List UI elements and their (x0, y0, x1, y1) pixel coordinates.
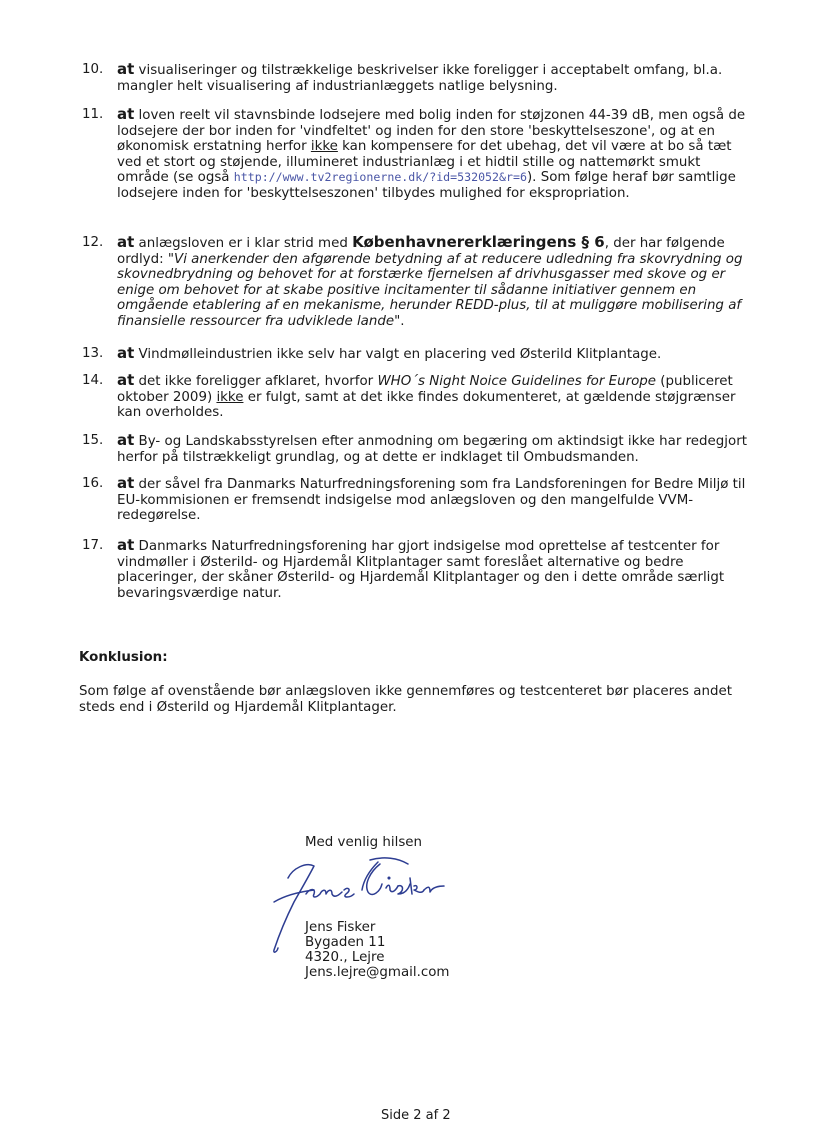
list-item-16 (82, 476, 750, 524)
underlined-word: ikke (216, 389, 244, 405)
item-number: 14. (82, 373, 104, 388)
item-body: det ikke foreligger afklaret, hvorfor (134, 374, 378, 389)
item-text (117, 433, 750, 465)
item-body: Danmarks Naturfredningsforening har gjort indsigelse mod oprettelse af testcenter for vindmøller i Østerild- og Hjardemål Klitplantager samt foreslået alternative og bedre placeringer, der skåner Østerild- og Hjardemål Klitplantager og den i dette område særligt bevaringsværdige natur. (117, 539, 725, 601)
item-number: 16. (82, 476, 104, 491)
sender-street: Bygaden 11 (305, 935, 386, 950)
sender-name: Jens Fisker (305, 920, 376, 935)
item-text (117, 538, 750, 601)
item-number: 10. (82, 62, 104, 77)
item-text (117, 107, 750, 202)
item-body: der såvel fra Danmarks Naturfredningsforening som fra Landsforeningen for Bedre Miljø til EU-kommisionen er fremsendt indsigelse mod anlægsloven og den mangelfulde VVM-redegørelse. (117, 477, 746, 524)
guideline-title: WHO´s Night Noice Guidelines for Europe (377, 374, 657, 389)
declaration-reference: Københavnererklæringens § 6 (352, 233, 605, 251)
sender-address (305, 920, 449, 980)
underlined-word: ikke (310, 139, 338, 155)
item-keyword: at (117, 536, 135, 554)
sender-email[interactable]: Jens.lejre@gmail.com (305, 965, 450, 980)
item-text (117, 62, 750, 94)
list-item-12 (82, 235, 750, 330)
item-body: kan kompensere for det ubehag, det vil være at bo så tæt ved et stort og støjende, illumineret industrianlæg i et hidtil stille og nattemørkt smukt område (se også (117, 139, 732, 186)
item-keyword: at (117, 431, 135, 449)
list-item-14 (82, 373, 750, 421)
item-body: , der har følgende ordlyd: (117, 236, 725, 267)
reference-link[interactable]: http://www.tv2regionerne.dk/?id=532052&r=6 (233, 170, 527, 185)
item-number: 11. (82, 107, 104, 122)
list-item-17 (82, 538, 750, 601)
item-body: er fulgt, samt at det ikke findes dokumenteret, at gældende støjgrænser kan overholdes. (117, 389, 736, 421)
item-body: anlægsloven er i klar strid med (134, 236, 353, 251)
item-body: By- og Landskabsstyrelsen efter anmodning om begæring om aktindsigt ikke har redegjort herfor på tilstrækkeligt grundlag, og at dette er indklaget til Ombudsmanden. (117, 434, 747, 465)
item-number: 17. (82, 538, 104, 553)
sender-city: 4320., Lejre (305, 950, 385, 965)
item-body: loven reelt vil stavnsbinde lodsejere med bolig inden for støjzonen 44-39 dB, men også de lodsejere der bor inden for 'vindfeltet' og inden for den store 'beskyttelseszone', og at en økonomisk erstatning herfor (117, 108, 746, 155)
item-keyword: at (117, 371, 135, 389)
page-number: Side 2 af 2 (381, 1108, 451, 1123)
item-text (117, 373, 750, 421)
conclusion-text: Som følge af ovenstående bør anlægsloven ikke gennemføres og testcenteret bør placeres andet steds end i Østerild og Hjardemål Klitplantager. (79, 684, 732, 715)
list-item-10 (82, 62, 750, 94)
list-item-15 (82, 433, 750, 465)
item-text (117, 476, 750, 524)
conclusion-heading: Konklusion: (79, 650, 168, 665)
item-keyword: at (117, 344, 135, 362)
list-item-11 (82, 107, 750, 202)
list-item-13 (82, 346, 750, 363)
item-text (117, 235, 750, 330)
item-body: visualiseringer og tilstrækkelige beskrivelser ikke foreligger i acceptabelt omfang, bl.a. mangler helt visualisering af industrianlæggets natlige belysning. (117, 63, 723, 94)
item-body: Vindmølleindustrien ikke selv har valgt en placering ved Østerild Klitplantage. (134, 347, 662, 362)
item-body: . (400, 313, 405, 329)
item-keyword: at (117, 233, 135, 251)
quotation: "Vi anerkender den afgørende betydning af at reducere udledning fra skovrydning og skovnedbrydning og behovet for at forstærke fjernelsen af drivhusgasser med skove og er enige om behovet for at skabe positive incitamenter til sådanne initiativer gennem en omgående etablering af en mekanisme, herunder REDD-plus, til at muliggøre mobilisering af finansielle ressourcer fra udviklede lande" (117, 251, 743, 329)
item-number: 15. (82, 433, 104, 448)
item-number: 12. (82, 235, 104, 250)
item-keyword: at (117, 60, 135, 78)
item-keyword: at (117, 474, 135, 492)
item-text (117, 346, 750, 363)
closing-greeting: Med venlig hilsen (305, 835, 423, 850)
item-body: (publiceret oktober 2009) (117, 374, 733, 405)
item-number: 13. (82, 346, 104, 361)
item-body: ). Som følge heraf bør samtlige lodsejere inden for 'beskyttelseszonen' tilbydes mulighed for ekspropriation. (117, 170, 736, 201)
item-keyword: at (117, 105, 135, 123)
